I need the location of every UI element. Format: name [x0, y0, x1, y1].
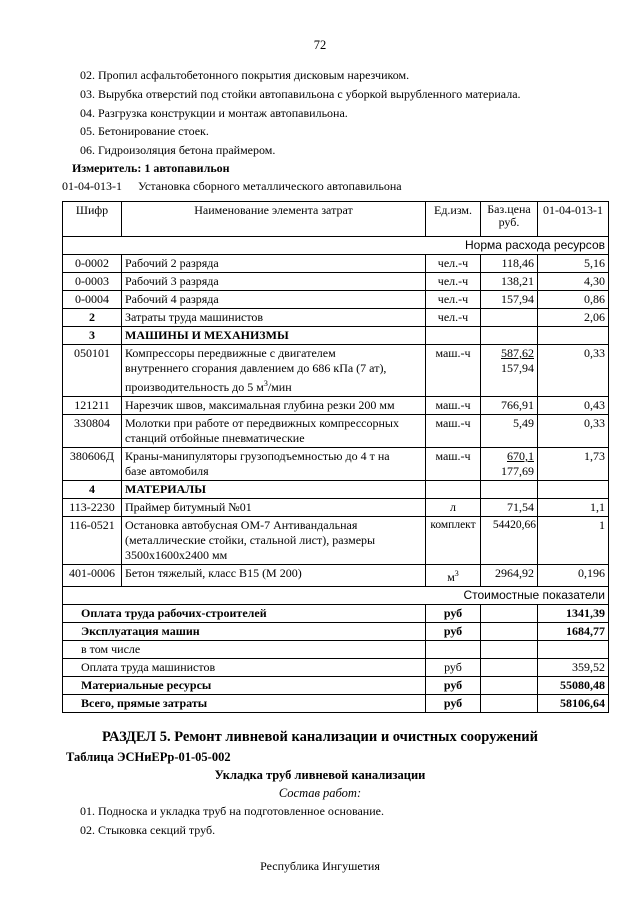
row-price [481, 345, 538, 397]
work-item: 02. Пропил асфальтобетонного покрытия дисковым нарезчиком. [80, 68, 410, 82]
row-unit: маш.-ч [426, 345, 481, 397]
summary-row [63, 641, 609, 659]
row-code: 113-2230 [63, 499, 122, 517]
summary-value: 1341,39 [538, 605, 609, 623]
norm-code: 01-04-013-1 [62, 179, 122, 193]
row-code: 121211 [63, 397, 122, 415]
subtitle: Укладка труб ливневой канализации [214, 768, 426, 782]
row-unit: чел.-ч [426, 291, 481, 309]
work-item: 06. Гидроизоляция бетона праймером. [80, 143, 276, 157]
row-name: Праймер битумный №01 [122, 499, 426, 517]
row-code: 380606Д [63, 448, 122, 481]
row-unit: комплект [426, 517, 481, 565]
table-header-row [63, 202, 609, 237]
row-unit: чел.-ч [426, 309, 481, 327]
row-name-part: производительность до 5 м [125, 380, 264, 394]
table-row [63, 415, 609, 448]
composition-label: Состав работ: [278, 786, 362, 800]
row-norm: 1,73 [538, 448, 609, 481]
row-norm: 4,30 [538, 273, 609, 291]
row-unit: л [426, 499, 481, 517]
summary-unit: руб [426, 695, 481, 713]
row-norm: 0,43 [538, 397, 609, 415]
summary-row [63, 677, 609, 695]
summary-value: 55080,48 [538, 677, 609, 695]
section-row [63, 327, 609, 345]
row-name: Бетон тяжелый, класс В15 (М 200) [122, 565, 426, 587]
summary-unit: руб [426, 623, 481, 641]
row-name: Рабочий 4 разряда [122, 291, 426, 309]
row-name: Рабочий 2 разряда [122, 255, 426, 273]
price-value-secondary: 177,69 [501, 464, 534, 478]
row-price: 71,54 [481, 499, 538, 517]
table-row [63, 448, 609, 481]
composition-item: 01. Подноска и укладка труб на подготовленное основание. [80, 804, 384, 818]
summary-name: Оплата труда машинистов [63, 659, 426, 677]
row-price: 138,21 [481, 273, 538, 291]
row-unit: маш.-ч [426, 448, 481, 481]
row-name [122, 448, 426, 481]
row-code: 2 [63, 309, 122, 327]
row-unit [426, 565, 481, 587]
row-norm: 1,1 [538, 499, 609, 517]
row-name-line: Молотки при работе от передвижных компрессорных [125, 416, 399, 430]
row-name-line: Краны-манипуляторы грузоподъемностью до 4 т на [125, 449, 390, 463]
summary-name: Всего, прямые затраты [63, 695, 426, 713]
row-unit: чел.-ч [426, 255, 481, 273]
row-norm: 5,16 [538, 255, 609, 273]
row-code: 330804 [63, 415, 122, 448]
summary-name: в том числе [63, 641, 426, 659]
summary-unit: руб [426, 659, 481, 677]
row-code: 0-0004 [63, 291, 122, 309]
table-row [63, 565, 609, 587]
price-value-secondary: 157,94 [501, 361, 534, 375]
unit-superscript: 3 [454, 569, 459, 578]
row-name-line: 3500х1600х2400 мм [125, 548, 228, 562]
row-norm: 1 [538, 517, 609, 565]
row-name-part: /мин [267, 380, 292, 394]
work-item: 05. Бетонирование стоек. [80, 124, 209, 138]
row-name-line: Компрессоры передвижные с двигателем [125, 346, 336, 360]
header-unit: Ед.изм. [426, 202, 481, 237]
row-price: 54420,66 [481, 517, 538, 565]
row-price: 157,94 [481, 291, 538, 309]
row-name-line: внутреннего сгорания давлением до 686 кПа (7 ат), [125, 361, 387, 375]
row-norm: 0,196 [538, 565, 609, 587]
work-item: 04. Разгрузка конструкции и монтаж автопавильона. [80, 106, 348, 120]
work-item: 03. Вырубка отверстий под стойки автопавильона с уборкой вырубленного материала. [80, 87, 521, 101]
summary-name: Эксплуатация машин [63, 623, 426, 641]
resource-table [62, 201, 609, 713]
header-name: Наименование элемента затрат [122, 202, 426, 237]
table-row [63, 273, 609, 291]
summary-unit: руб [426, 605, 481, 623]
table-row [63, 517, 609, 565]
table-row [63, 255, 609, 273]
footer: Республика Ингушетия [260, 859, 380, 873]
summary-row [63, 659, 609, 677]
unit-superscript: 3 [263, 379, 268, 388]
row-price [481, 448, 538, 481]
row-norm: 2,06 [538, 309, 609, 327]
table-reference: Таблица ЭСНиЕРр-01-05-002 [66, 750, 231, 764]
price-value: 670,1 [507, 449, 534, 463]
price-value: 587,62 [501, 346, 534, 360]
row-unit: чел.-ч [426, 273, 481, 291]
summary-value: 58106,64 [538, 695, 609, 713]
row-name-line: станций отбойные пневматические [125, 431, 305, 445]
row-code: 401-0006 [63, 565, 122, 587]
section-code: 3 [63, 327, 122, 345]
summary-name: Материальные ресурсы [63, 677, 426, 695]
row-norm: 0,33 [538, 415, 609, 448]
row-name-line: Остановка автобусная ОМ-7 Антивандальная [125, 518, 358, 532]
summary-value: 1684,77 [538, 623, 609, 641]
row-name-line: (металлические стойки, стальной лист), размеры [125, 533, 376, 547]
unit-base: м [447, 570, 455, 584]
table-row [63, 499, 609, 517]
row-price: 766,91 [481, 397, 538, 415]
table-row [63, 291, 609, 309]
norm-title: Установка сборного металлического автопавильона [138, 179, 402, 193]
row-code: 0-0002 [63, 255, 122, 273]
meter-label: Измеритель: 1 автопавильон [72, 161, 230, 175]
row-unit: маш.-ч [426, 397, 481, 415]
composition-item: 02. Стыковка секций труб. [80, 823, 216, 837]
row-name-line [125, 376, 422, 395]
row-norm: 0,86 [538, 291, 609, 309]
band-resources: Норма расхода ресурсов [63, 237, 609, 255]
row-code: 0-0003 [63, 273, 122, 291]
summary-row [63, 623, 609, 641]
section-row [63, 481, 609, 499]
row-code: 116-0521 [63, 517, 122, 565]
row-unit: маш.-ч [426, 415, 481, 448]
summary-unit: руб [426, 677, 481, 695]
row-price [481, 309, 538, 327]
header-code: Шифр [63, 202, 122, 237]
row-price: 2964,92 [481, 565, 538, 587]
summary-name: Оплата труда рабочих-строителей [63, 605, 426, 623]
summary-row [63, 695, 609, 713]
row-norm: 0,33 [538, 345, 609, 397]
row-code: 050101 [63, 345, 122, 397]
row-name: Нарезчик швов, максимальная глубина резки 200 мм [122, 397, 426, 415]
section-title: МАТЕРИАЛЫ [122, 481, 426, 499]
table-row [63, 397, 609, 415]
row-name [122, 345, 426, 397]
table-row [63, 309, 609, 327]
header-price: Баз.цена руб. [481, 202, 538, 237]
row-name: Рабочий 3 разряда [122, 273, 426, 291]
row-price: 118,46 [481, 255, 538, 273]
table-row [63, 345, 609, 397]
row-price: 5,49 [481, 415, 538, 448]
row-name [122, 517, 426, 565]
header-norm: 01-04-013-1 [538, 202, 609, 237]
row-name [122, 415, 426, 448]
section-heading: РАЗДЕЛ 5. Ремонт ливневой канализации и очистных сооружений [101, 729, 539, 745]
summary-row [63, 605, 609, 623]
row-name-line: базе автомобиля [125, 464, 209, 478]
row-name: Затраты труда машинистов [122, 309, 426, 327]
band-cost: Стоимостные показатели [63, 587, 609, 605]
page-number: 72 [313, 38, 327, 52]
section-title: МАШИНЫ И МЕХАНИЗМЫ [122, 327, 426, 345]
section-code: 4 [63, 481, 122, 499]
summary-value: 359,52 [538, 659, 609, 677]
